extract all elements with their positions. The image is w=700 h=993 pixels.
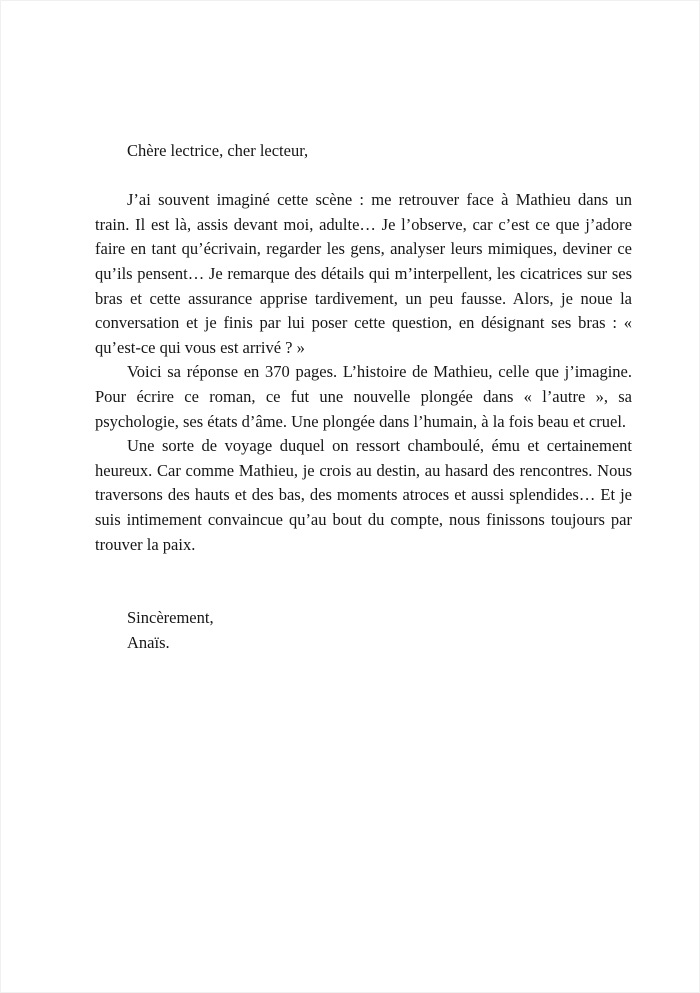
letter-closing-block [95, 606, 632, 655]
letter-paragraph-2: Voici sa réponse en 370 pages. L’histoire de Mathieu, celle que j’imagine. Pour écrire ce roman, ce fut une nouvelle plongée dans « l’autre », sa psychologie, ses états d’âme. Une plongée dans l’humain, à la fois beau et cruel. [95, 362, 632, 431]
letter-paragraph-1: J’ai souvent imaginé cette scène : me retrouver face à Mathieu dans un train. Il est là, assis devant moi, adulte… Je l’observe, car c’est ce que j’adore faire en tant qu’écrivain, regarder les gens, analyser leurs mimiques, deviner ce qu’ils pensent… Je remarque des détails qui m’interpellent, les cicatrices sur ses bras et cette assurance apprise tardivement, un peu fausse. Alors, je noue la conversation et je finis par lui poser cette question, en désignant ses bras : « qu’est-ce qui vous est arrivé ? » [95, 190, 632, 357]
letter-closing: Sincèrement, [127, 608, 214, 628]
letter-signature: Anaïs. [127, 632, 170, 652]
letter-salutation: Chère lectrice, cher lecteur, [127, 141, 309, 160]
letter-body [95, 139, 632, 655]
letter-paragraph-3: Une sorte de voyage duquel on ressort chamboulé, ému et certainement heureux. Car comme Mathieu, je crois au destin, au hasard des rencontres. Nous traversons des hauts et des bas, des moments atroces et aussi splendides… Et je suis intimement convaincue qu’au bout du compte, nous finissons toujours par trouver la paix. [95, 436, 632, 554]
